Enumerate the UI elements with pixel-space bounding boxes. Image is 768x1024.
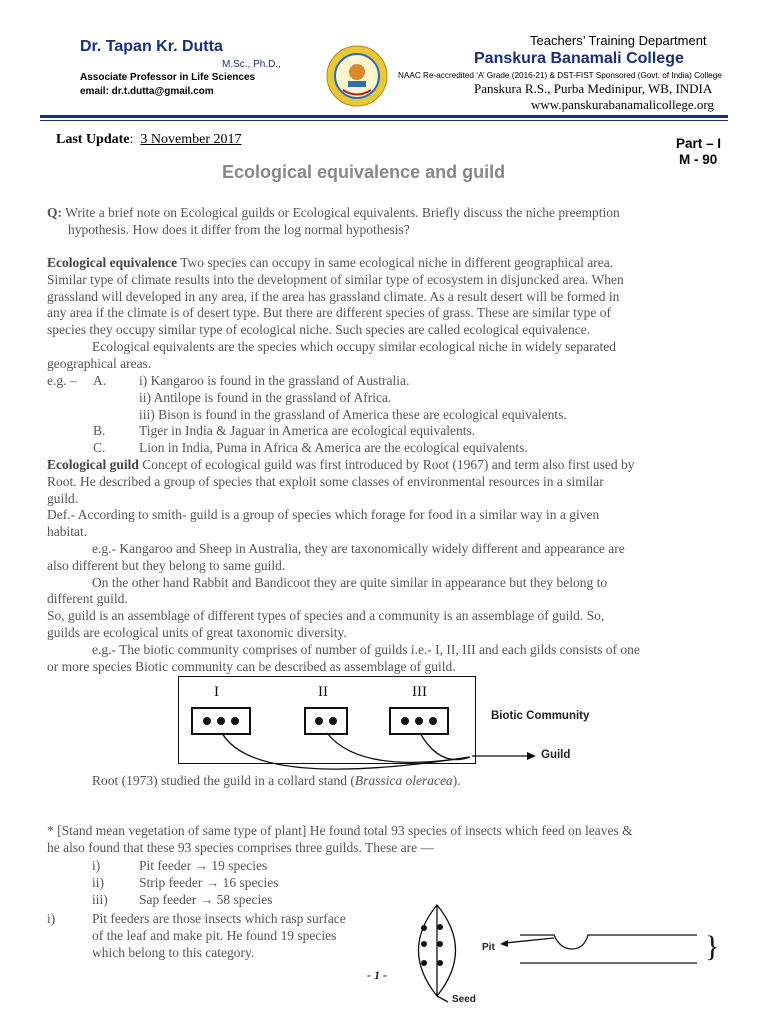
equivalence-p1-line: any area if the climate is of desert type. But there are different species of grass. These are similar type of xyxy=(47,305,612,321)
guild-line: e.g.- Kangaroo and Sheep in Australia, they are taxonomically widely different and appearance are xyxy=(92,540,625,556)
pit-arrowhead-icon xyxy=(500,940,508,947)
seed-label: Seed xyxy=(452,994,476,1005)
equivalence-heading: Ecological equivalence xyxy=(47,255,178,270)
accreditation: NAAC Re-accredited ‘A’ Grade (2016-21) & DST-FIST Sponsored (Govt. of India) College xyxy=(398,71,722,80)
equivalence-p2-line-1: Ecological equivalents are the species which occupy similar ecological niche in widely separated xyxy=(92,338,617,354)
guild-line: or more species Biotic community can be described as assemblage of guild. xyxy=(47,658,456,674)
guild-line: guild. xyxy=(47,490,79,506)
leaf-stalk xyxy=(437,996,448,1002)
website-link[interactable]: www.panskurabanamalicollege.org xyxy=(531,97,715,112)
last-update: Last Update: 3 November 2017 xyxy=(56,132,242,147)
biotic-community-label: Biotic Community xyxy=(491,710,590,722)
feeder-marker: iii) xyxy=(92,891,108,907)
equivalence-p1-line: species they occupy similar type of ecological niche. Such species are called ecological equivalence. xyxy=(47,322,591,338)
guild-line: So, guild is an assemblage of different types of species and a community is an assemblage of guild. So, xyxy=(47,608,605,624)
question-label: Q: xyxy=(47,205,62,220)
guild-line: habitat. xyxy=(47,524,88,540)
feeder-text: Pit feeder → 19 species xyxy=(139,858,268,873)
guild-line: Concept of ecological guild was first introduced by Root (1967) and term also first used by xyxy=(138,457,635,472)
stand-line-1: * [Stand mean vegetation of same type of plant] He found total 93 species of insects which feed on leaves & xyxy=(47,823,633,838)
pit-pointer xyxy=(505,938,554,943)
pit-leaf-edge xyxy=(520,935,697,949)
example-text: Lion in India, Puma in Africa & America are the ecological equivalents. xyxy=(139,440,528,456)
guild-arrow-label: Guild xyxy=(541,749,571,761)
module-label: M - 90 xyxy=(679,152,718,167)
equivalence-p1-line: Similar type of climate results into the development of similar type of ecosystem in disjuncked area. When xyxy=(47,271,624,287)
example-text: Tiger in India & Jaguar in America are ecological equivalents. xyxy=(139,423,476,439)
feeder-marker: i) xyxy=(92,858,101,873)
example-text: iii) Bison is found in the grassland of America these are ecological equivalents. xyxy=(139,406,567,422)
eg-label: e.g. – xyxy=(47,373,77,388)
guild-line: Root. He described a group of species that exploit some classes of environmental resources in a similar xyxy=(47,473,604,489)
root-study-text: Root (1973) studied the guild in a collard stand ( xyxy=(92,773,355,788)
author-name: Dr. Tapan Kr. Dutta xyxy=(80,38,223,55)
leaf-pit-dot xyxy=(421,925,427,931)
leaf-pit-dot xyxy=(421,941,427,947)
feeder-text: Sap feeder → 58 species xyxy=(139,891,273,907)
brace-icon: } xyxy=(705,930,720,963)
guild-label-i: I xyxy=(214,684,219,700)
pit-label: Pit xyxy=(482,942,495,953)
guild-label-iii: III xyxy=(412,684,427,700)
pit-line: of the leaf and make pit. He found 19 species xyxy=(92,927,337,943)
last-update-label: Last Update xyxy=(56,132,130,147)
page-title: Ecological equivalence and guild xyxy=(222,162,506,182)
address: Panskura R.S., Purba Medinipur, WB, INDIA xyxy=(474,81,713,96)
author-title: Associate Professor in Life Sciences xyxy=(80,72,256,83)
pit-marker: i) xyxy=(47,911,56,926)
root-study-end: ). xyxy=(452,773,461,788)
example-marker: B. xyxy=(93,423,106,439)
example-marker: A. xyxy=(93,373,107,388)
equivalence-p2-line-2: geographical areas. xyxy=(47,355,152,371)
author-degree: M.Sc., Ph.D., xyxy=(222,59,281,70)
last-update-date: 3 November 2017 xyxy=(140,132,242,147)
leaf-pit-dot xyxy=(437,960,443,966)
guild-line: Def.- According to smith- guild is a group of species which forage for food in a similar way in a given xyxy=(47,507,600,523)
leaf-pit-dot xyxy=(421,960,427,966)
equivalence-p1-first: Two species can occupy in same ecological niche in different geographical area. xyxy=(177,255,614,270)
pit-line: Pit feeders are those insects which rasp surface xyxy=(92,911,346,926)
guild-line: guilds are ecological units of great taxonomic diversity. xyxy=(47,624,347,640)
leaf-pit-dot xyxy=(437,924,443,930)
guild-line: also different but they belong to same guild. xyxy=(47,557,286,573)
question-line-1: Write a brief note on Ecological guilds or Ecological equivalents. Briefly discuss the niche preemption xyxy=(65,205,620,220)
root-study-species: Brassica oleracea xyxy=(354,773,453,788)
guild-line: On the other hand Rabbit and Bandicoot they are quite similar in appearance but they belong to xyxy=(92,574,608,590)
guild-label-ii: II xyxy=(318,684,328,700)
guild-line: e.g.- The biotic community comprises of number of guilds i.e.- I, II, III and each gilds consists of one xyxy=(92,641,640,657)
equivalence-p1-line: grassland will developed in any area, if the area has grassland climate. As a result desert will be formed in xyxy=(47,288,620,304)
example-text: i) Kangaroo is found in the grassland of Australia. xyxy=(139,373,410,388)
pit-line: which belong to this category. xyxy=(92,944,255,960)
feeder-text: Strip feeder → 16 species xyxy=(139,874,279,890)
guild-heading: Ecological guild xyxy=(47,457,139,472)
part-label: Part – I xyxy=(676,136,722,151)
question-line-2: hypothesis. How does it differ from the log normal hypothesis? xyxy=(68,221,410,237)
author-email[interactable]: email: dr.t.dutta@gmail.com xyxy=(80,86,214,97)
department: Teachers’ Training Department xyxy=(530,33,707,48)
college-name: Panskura Banamali College xyxy=(474,50,684,67)
page-number: - 1 - xyxy=(367,968,387,982)
guild-line: different guild. xyxy=(47,591,128,607)
feeder-marker: ii) xyxy=(92,874,104,890)
leaf-pit-dot xyxy=(437,941,443,947)
example-text: ii) Antilope is found in the grassland of Africa. xyxy=(139,389,392,405)
stand-line-2: he also found that these 93 species comprises three guilds. These are — xyxy=(47,839,435,855)
example-marker: C. xyxy=(93,440,106,456)
